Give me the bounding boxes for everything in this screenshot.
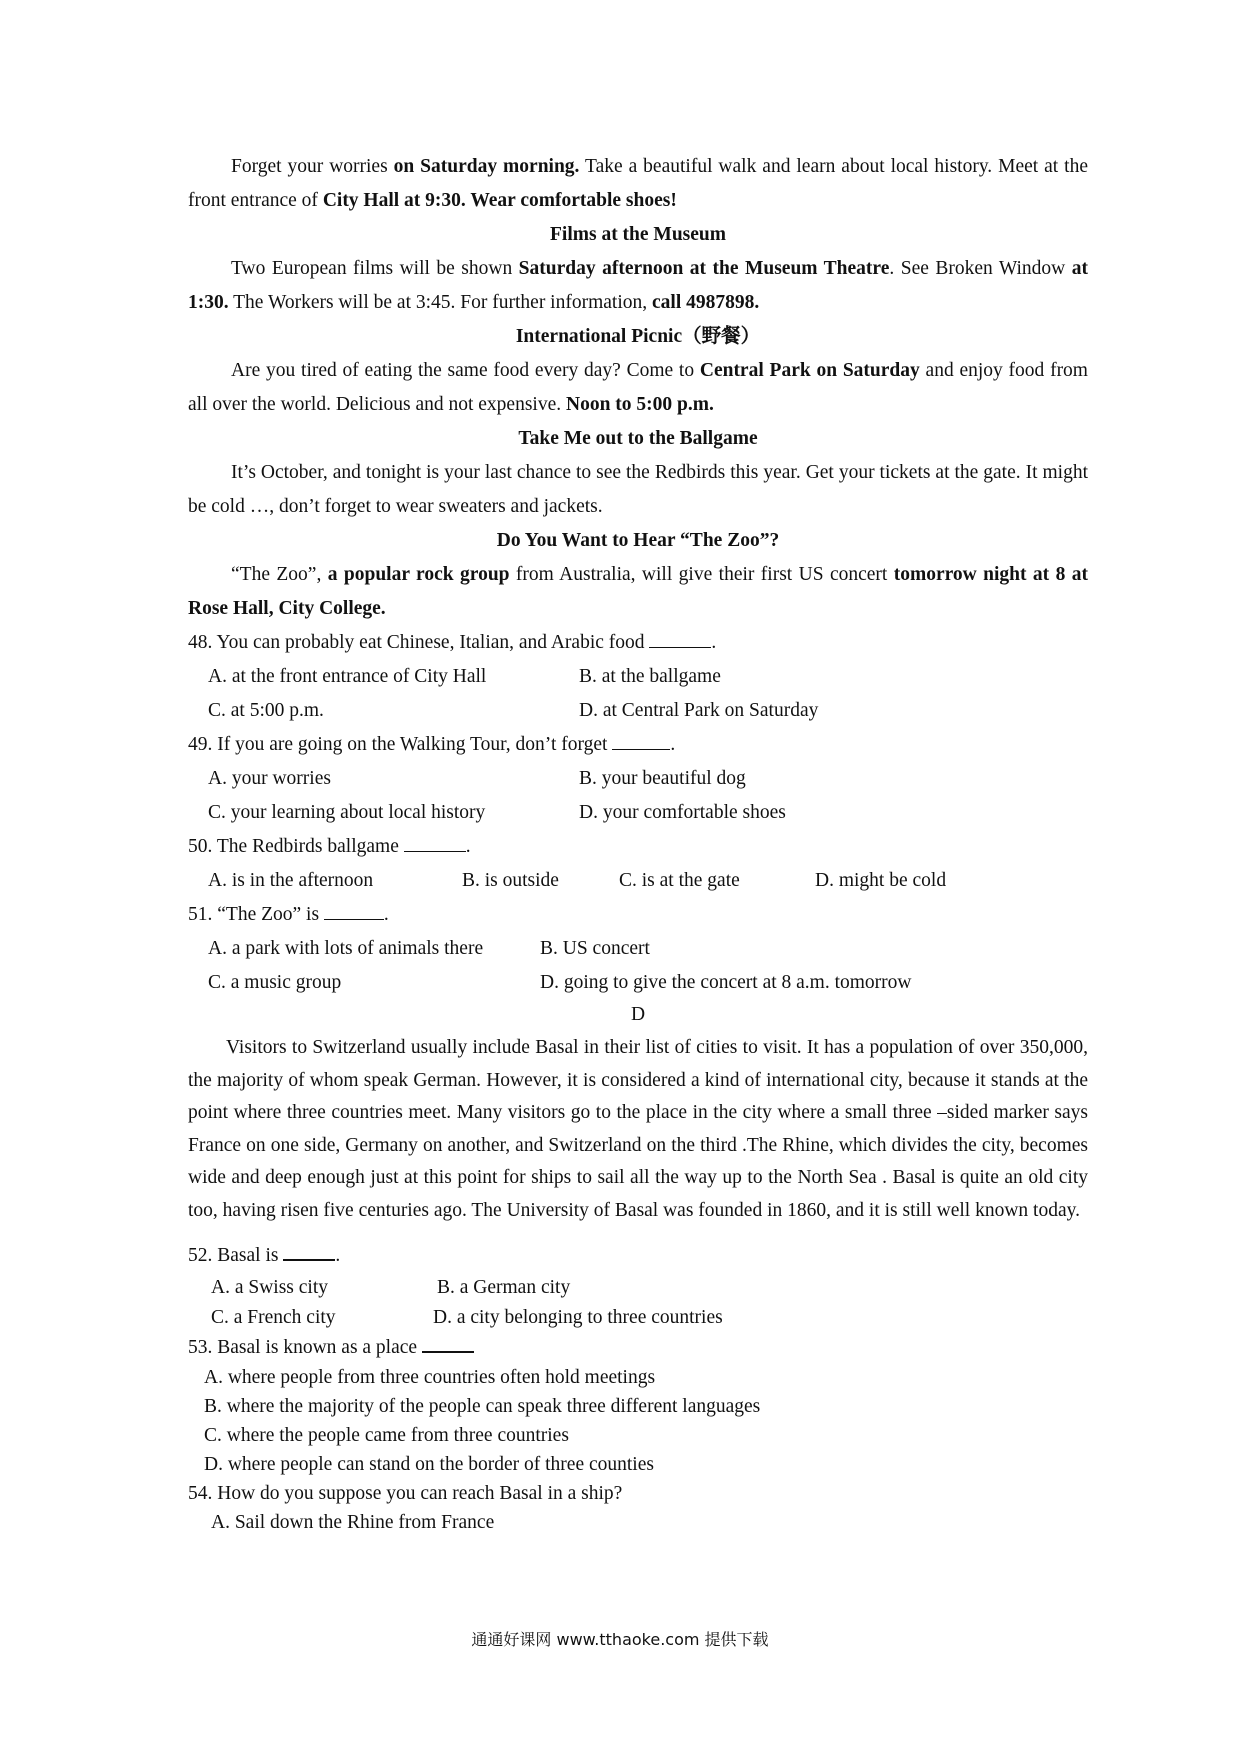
option-a: A. at the front entrance of City Hall — [208, 666, 487, 687]
option-c: C. where the people came from three countries — [204, 1425, 569, 1446]
films-heading: Films at the Museum — [549, 224, 727, 245]
answer-blank — [649, 629, 711, 648]
question-50-stem — [188, 830, 1088, 864]
question-52-options-row-2 — [188, 1303, 1088, 1333]
answer-blank — [612, 731, 670, 750]
punctuation: . — [465, 836, 471, 857]
document-page — [188, 150, 1088, 1537]
option-c: C. a music group — [208, 972, 342, 993]
option-b: B. is outside — [462, 870, 559, 891]
question-53-option-d — [188, 1450, 1088, 1479]
ballgame-paragraph: It’s October, and tonight is your last chance to see the Redbirds this year. Get your tickets at the gate. It might be cold …, don’t forget to wear sweaters and jackets. — [188, 462, 1088, 517]
page-footer: 通通好课网 www.tthaoke.com 提供下载 — [471, 1630, 769, 1649]
section-letter: D — [630, 1004, 646, 1025]
text: Take a beautiful walk and learn about local history. Meet at the front entrance of — [188, 156, 1088, 211]
punctuation: . — [383, 904, 389, 925]
bold-text: tomorrow night at 8 at Rose Hall, City College. — [188, 564, 1088, 619]
option-a: A. a Swiss city — [211, 1277, 328, 1298]
text: The Workers will be at 3:45. For further information, — [228, 292, 652, 313]
option-b: B. where the majority of the people can speak three different languages — [204, 1396, 761, 1417]
question-50-options — [188, 864, 1088, 898]
text: “The Zoo”, — [231, 564, 328, 585]
question-text: 53. Basal is known as a place — [188, 1337, 418, 1358]
question-53-option-c — [188, 1421, 1088, 1450]
answer-blank — [404, 833, 466, 852]
question-52-options-row-1 — [188, 1273, 1088, 1303]
picnic-heading: International Picnic（野餐） — [515, 326, 761, 347]
films-paragraph — [188, 252, 1088, 320]
walking-tour-paragraph — [188, 150, 1088, 218]
zoo-paragraph — [188, 558, 1088, 626]
text: Are you tired of eating the same food every day? Come to — [231, 360, 700, 381]
text: Forget your worries — [231, 156, 394, 177]
bold-text: on Saturday morning. — [393, 156, 580, 177]
option-d: D. might be cold — [815, 870, 947, 891]
option-a: A. Sail down the Rhine from France — [211, 1512, 495, 1533]
answer-blank — [324, 901, 384, 920]
bold-text: Noon to 5:00 p.m. — [565, 394, 714, 415]
text: . See Broken Window — [889, 258, 1072, 279]
bold-text: City Hall at 9:30. Wear comfortable shoes! — [322, 190, 677, 211]
punctuation: . — [711, 632, 717, 653]
question-text: 50. The Redbirds ballgame — [188, 836, 399, 857]
question-51-options-row-2 — [188, 966, 1088, 1000]
bold-text: Central Park on Saturday — [699, 360, 920, 381]
question-text: 48. You can probably eat Chinese, Italian, and Arabic food — [188, 632, 645, 653]
bold-text: a popular rock group — [327, 564, 510, 585]
option-a: A. a park with lots of animals there — [208, 938, 484, 959]
question-53-option-b — [188, 1392, 1088, 1421]
question-48-stem — [188, 626, 1088, 660]
option-c: C. your learning about local history — [208, 802, 486, 823]
section-d-passage: Visitors to Switzerland usually include Basal in their list of cities to visit. It has a population of over 350,000, the majority of whom speak German. However, it is considered a kind of international city, because it stands at the point where three countries meet. Many visitors go to the place in the city where a small three –sided marker says France on one side, Germany on another, and Switzerland on the third .The Rhine, which divides the city, becomes wide and deep enough just at this point for ships to sail all the way up to the North Sea . Basal is quite an old city too, having risen five centuries ago. The University of Basal was founded in 1860, and it is still well known today. — [188, 1037, 1088, 1221]
question-48-options-row-1 — [188, 660, 1088, 694]
bold-text: at 1:30. — [188, 258, 1088, 313]
ballgame-heading: Take Me out to the Ballgame — [518, 428, 758, 449]
option-b: B. your beautiful dog — [579, 768, 746, 789]
option-d: D. a city belonging to three countries — [433, 1307, 723, 1328]
option-b: B. US concert — [540, 938, 650, 959]
option-a: A. your worries — [208, 768, 331, 789]
option-a: A. where people from three countries often hold meetings — [204, 1367, 656, 1388]
text: Two European films will be shown — [231, 258, 519, 279]
option-c: C. at 5:00 p.m. — [208, 700, 324, 721]
bold-text: call 4987898. — [652, 292, 760, 313]
option-b: B. at the ballgame — [579, 666, 721, 687]
question-text: 52. Basal is — [188, 1245, 279, 1266]
question-54-option-a — [188, 1508, 1088, 1537]
text: from Australia, will give their first US concert — [509, 564, 894, 585]
option-a: A. is in the afternoon — [208, 870, 374, 891]
option-d: D. where people can stand on the border of three counties — [204, 1454, 654, 1475]
zoo-heading: Do You Want to Hear “The Zoo”? — [496, 530, 780, 551]
option-d: D. going to give the concert at 8 a.m. tomorrow — [540, 972, 912, 993]
question-51-stem — [188, 898, 1088, 932]
option-c: C. is at the gate — [619, 870, 740, 891]
question-54-stem: 54. How do you suppose you can reach Basal in a ship? — [188, 1483, 623, 1504]
question-53-stem — [188, 1333, 1088, 1363]
question-49-options-row-2 — [188, 796, 1088, 830]
text: and enjoy food from all over the world. Delicious and not expensive. — [188, 360, 1088, 415]
question-52-stem — [188, 1239, 1088, 1273]
answer-blank — [283, 1241, 335, 1261]
option-d: D. your comfortable shoes — [579, 802, 786, 823]
punctuation: . — [335, 1245, 341, 1266]
option-c: C. a French city — [211, 1307, 336, 1328]
picnic-paragraph — [188, 354, 1088, 422]
spacer — [188, 1227, 1088, 1239]
question-49-stem — [188, 728, 1088, 762]
question-49-options-row-1 — [188, 762, 1088, 796]
answer-blank — [422, 1333, 474, 1353]
option-d: D. at Central Park on Saturday — [579, 700, 819, 721]
punctuation: . — [670, 734, 676, 755]
bold-text: Saturday afternoon at the Museum Theatre — [518, 258, 890, 279]
question-text: 49. If you are going on the Walking Tour, don’t forget — [188, 734, 608, 755]
question-text: 51. “The Zoo” is — [188, 904, 320, 925]
question-51-options-row-1 — [188, 932, 1088, 966]
question-53-option-a — [188, 1363, 1088, 1392]
option-b: B. a German city — [437, 1277, 571, 1298]
question-48-options-row-2 — [188, 694, 1088, 728]
